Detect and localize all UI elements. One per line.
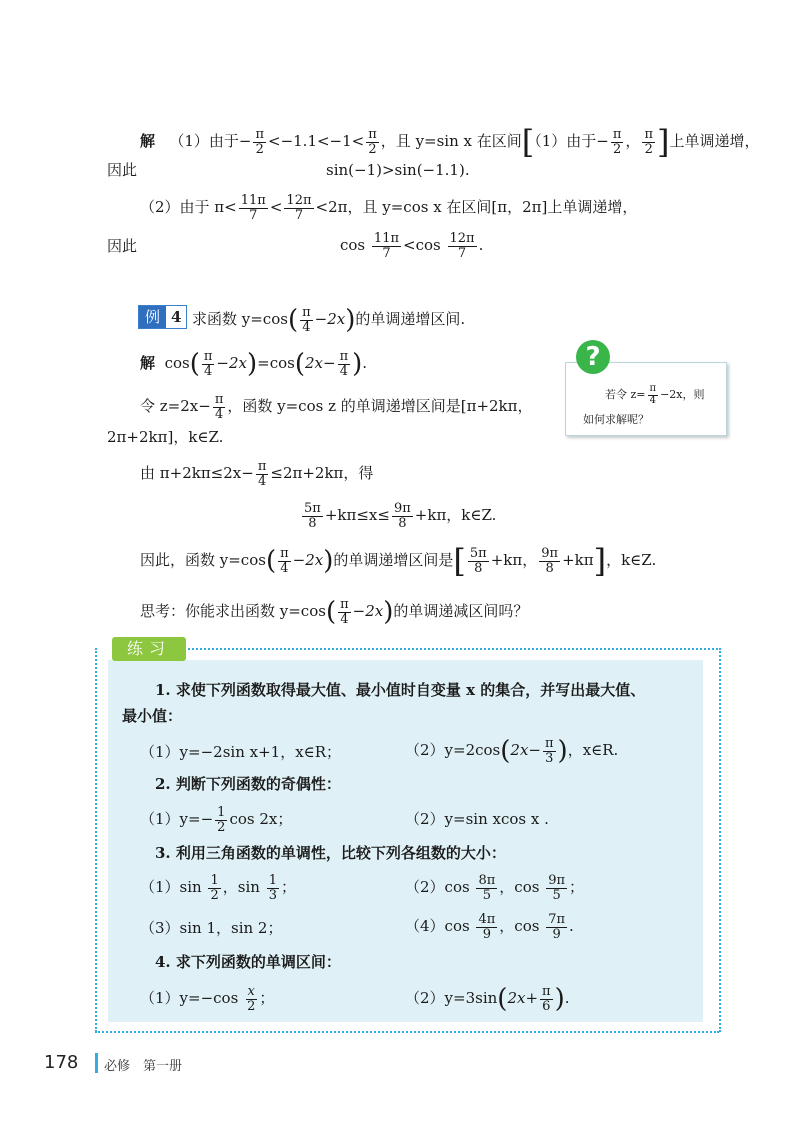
fraction: $\frac{\pi}{4}$ [280, 545, 289, 576]
example-label: 例 4 [138, 305, 187, 329]
therefore-label-2: 因此 [107, 237, 138, 255]
fraction: $\frac{5\pi}{8}$ [304, 501, 321, 531]
fraction: $\frac{\pi}{4}$ [214, 392, 224, 422]
question-3-1: （1）sin $\frac{1}{2}$ ，sin $\frac{1}{3}$ ； [140, 873, 296, 903]
fraction: $\frac{11\pi}{7}$ [240, 193, 266, 223]
result-inequality: $\frac{5\pi}{8}$ +kπ≤x≤ $\frac{9\pi}{8}$ +kπ，k∈Z. [304, 501, 497, 531]
question-2: 2. 判断下列函数的奇偶性： [155, 775, 341, 793]
fraction: $\frac{7\pi}{9}$ [548, 912, 566, 942]
fraction: $\frac{1}{2}$ [210, 873, 219, 903]
fraction: $\frac{4\pi}{9}$ [478, 912, 496, 942]
book-title: 必修 第一册 [104, 1059, 183, 1074]
fraction: $\frac{\pi}{4}$ [340, 597, 349, 627]
question-4-1: （1）y=−cos $\frac{x}{2}$ ； [140, 984, 275, 1014]
fraction: $\frac{\pi}{4}$ [649, 383, 657, 406]
let-z-line: 令 z=2x− $\frac{\pi}{4}$ ，函数 y=cos z 的单调递增区间是[π+2kπ， [140, 392, 533, 422]
question-1: 1. 求使下列函数取得最大值、最小值时自变量 x 的集合，并写出最大值、 [155, 681, 646, 699]
fraction: $\frac{12\pi}{7}$ [449, 231, 475, 261]
fraction: $\frac{9\pi}{8}$ [393, 501, 411, 531]
practice-border-bottom [95, 1031, 719, 1033]
question-3: 3. 利用三角函数的单调性，比较下列各组数的大小： [155, 844, 506, 862]
fraction: $\frac{\pi}{4}$ [257, 459, 267, 489]
question-2b: （2）y=sin xcos x . [405, 810, 549, 828]
question-3-2: （2）cos $\frac{8\pi}{5}$ ，cos $\frac{9\pi}{5}$ ； [405, 873, 585, 903]
question-2a: （1）y=− $\frac{1}{2}$ cos 2x； [140, 805, 293, 835]
fraction: $\frac{1}{2}$ [217, 805, 226, 835]
solution-line-3: （2）由于 π< $\frac{11\pi}{7}$ < $\frac{12\pi}{7}$ <2π，且 y=cos x 在区间[π，2π]上单调递增， [140, 193, 638, 223]
fraction: $\frac{1}{3}$ [268, 873, 277, 903]
fraction: $\frac{\pi}{2}$ [644, 126, 653, 157]
practice-tab: 练习 [112, 637, 186, 661]
example-prompt: 求函数 y=cos( $\frac{\pi}{4}$ −2x)的单调递增区间. [192, 305, 466, 336]
practice-border-top [188, 648, 718, 650]
fraction: $\frac{x}{2}$ [247, 984, 256, 1014]
question-1-cont: 最小值： [122, 707, 183, 725]
fraction: $\frac{\pi}{4}$ [302, 305, 311, 335]
fraction: $\frac{8\pi}{5}$ [478, 873, 496, 903]
question-4: 4. 求下列函数的单调区间： [155, 953, 341, 971]
fraction: $\frac{\pi}{2}$ [255, 126, 264, 157]
fraction: $\frac{\pi}{2}$ [368, 126, 377, 157]
therefore-label-1: 因此 [107, 161, 138, 179]
from-line: 由 π+2kπ≤2x− $\frac{\pi}{4}$ ≤2π+2kπ，得 [140, 459, 374, 489]
therefore-interval-line: 因此，函数 y=cos( $\frac{\pi}{4}$ −2x)的单调递增区间是[ $\frac{5\pi}{8}$ +kπ， $\frac{9\pi}{8}$ +kπ]，k∈Z. [140, 542, 657, 580]
think-question: 思考：你能求出函数 y=cos( $\frac{\pi}{4}$ −2x)的单调递减区间吗？ [140, 597, 529, 628]
fraction: $\frac{\pi}{4}$ [339, 349, 349, 379]
fraction: $\frac{5\pi}{8}$ [469, 545, 487, 576]
fraction: $\frac{\pi}{6}$ [542, 984, 551, 1014]
fraction: $\frac{\pi}{3}$ [545, 736, 554, 766]
question-mark-icon: ? [576, 340, 610, 374]
fraction: $\frac{9\pi}{5}$ [548, 873, 566, 903]
fraction: $\frac{11\pi}{7}$ [373, 231, 400, 261]
practice-border [95, 648, 721, 1032]
question-3-4: （4）cos $\frac{4\pi}{9}$ ，cos $\frac{7\pi}{9}$ . [405, 912, 574, 942]
let-z-line-cont: 2π+2kπ]，k∈Z. [107, 428, 224, 446]
fraction: $\frac{12\pi}{7}$ [286, 193, 312, 223]
page-number: 178 [44, 1052, 79, 1073]
side-note-line-2: 如何求解呢？ [583, 413, 649, 426]
question-4-2: （2）y=3sin(2x+ $\frac{\pi}{6}$ ). [405, 984, 570, 1015]
question-1b: （2）y=2cos(2x− $\frac{\pi}{3}$ )，x∈R. [405, 736, 619, 767]
side-note-line-1: 若令 z= $\frac{\pi}{4}$ −2x，则 [605, 383, 705, 406]
sin-comparison: sin(−1)>sin(−1.1). [326, 161, 470, 179]
question-1a: （1）y=−2sin x+1，x∈R； [140, 743, 342, 761]
fraction: $\frac{\pi}{4}$ [203, 349, 213, 379]
footer-divider [95, 1053, 98, 1073]
cos-comparison: cos $\frac{11\pi}{7}$ <cos $\frac{12\pi}{7}$ . [340, 231, 484, 261]
solution-line-1: 解 （1）由于− $\frac{\pi}{2}$ <−1.1<−1< $\frac{\pi}{2}$ ，且 y=sin x 在区间[（1）由于− $\frac{\pi}{2}$ ， $\frac{\pi}{2}$ ]上单调递增， [140, 123, 760, 161]
question-3-3: （3）sin 1，sin 2； [140, 919, 283, 937]
fraction: $\frac{9\pi}{8}$ [541, 545, 559, 576]
fraction: $\frac{\pi}{2}$ [612, 126, 622, 157]
example-solution-line-1: 解 cos( $\frac{\pi}{4}$ −2x)=cos(2x− $\frac{\pi}{4}$ ). [140, 349, 368, 380]
